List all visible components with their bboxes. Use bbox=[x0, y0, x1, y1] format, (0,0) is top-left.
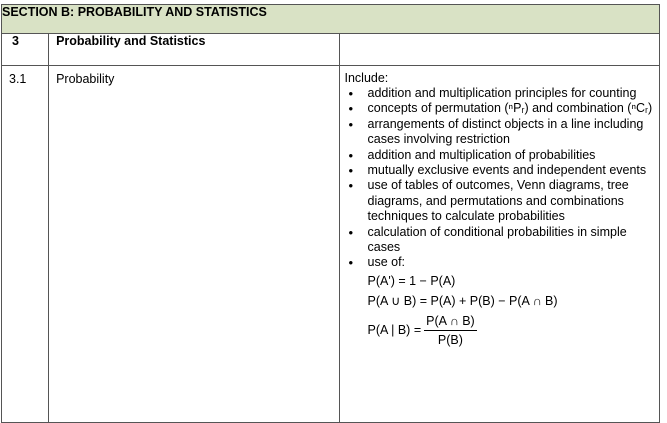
topic-heading-row bbox=[2, 34, 660, 66]
formula-conditional-lhs: P(A | B) = bbox=[367, 323, 422, 338]
bullet-item: • calculation of conditional probabilities in simple cases bbox=[345, 225, 656, 256]
subtopic-title: Probability bbox=[49, 66, 339, 423]
topic-number: 3 bbox=[2, 34, 49, 66]
bullet-item: • use of tables of outcomes, Venn diagrams, tree diagrams, and permutations and combinations techniques to calculate probabilities bbox=[345, 178, 656, 224]
fraction-numerator: P(A ∩ B) bbox=[424, 313, 477, 331]
subtopic-content bbox=[339, 66, 660, 423]
formula-complement: P(A') = 1 − P(A) bbox=[367, 273, 456, 288]
formula-conditional bbox=[368, 313, 656, 348]
bullet-item: • addition and multiplication principles for counting bbox=[345, 86, 656, 101]
subtopic-row bbox=[2, 66, 660, 423]
section-header-row bbox=[2, 5, 660, 34]
formula-union: P(A ∪ B) = P(A) + P(B) − P(A ∩ B) bbox=[367, 293, 558, 308]
bullet-item: • addition and multiplication of probabilities bbox=[345, 148, 656, 163]
syllabus-table bbox=[1, 4, 660, 423]
section-title: SECTION B: PROBABILITY AND STATISTICS bbox=[2, 5, 660, 34]
bullet-item: • mutually exclusive events and independent events bbox=[345, 163, 656, 178]
include-label: Include: bbox=[344, 71, 389, 85]
subtopic-number: 3.1 bbox=[2, 66, 49, 423]
bullet-item-use-of bbox=[345, 255, 656, 347]
topic-title: Probability and Statistics bbox=[49, 34, 339, 66]
content-bullet-list bbox=[345, 86, 656, 348]
topic-content-empty bbox=[339, 34, 660, 66]
use-of-label: use of: bbox=[367, 255, 406, 270]
bullet-item: • concepts of permutation (ⁿPᵣ) and combination (ⁿCᵣ) bbox=[345, 101, 656, 116]
bullet-item: • arrangements of distinct objects in a line including cases involving restriction bbox=[345, 117, 656, 148]
fraction-denominator: P(B) bbox=[437, 332, 463, 347]
formula-fraction bbox=[424, 313, 477, 348]
